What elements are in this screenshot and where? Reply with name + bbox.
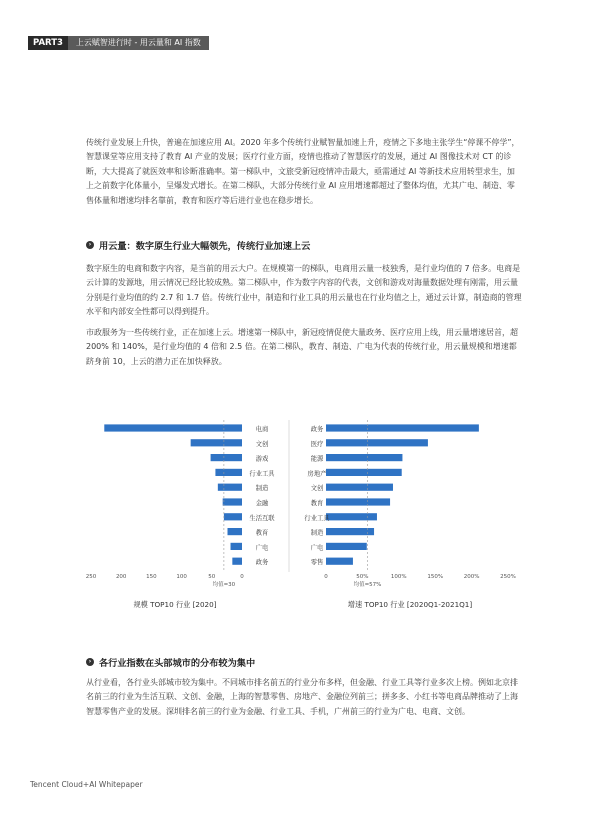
left-x-tick: 150 xyxy=(146,574,157,580)
left-x-tick: 250 xyxy=(85,574,97,580)
left-x-tick: 50 xyxy=(208,574,216,580)
right-bar-6 xyxy=(326,513,377,520)
footer-text: Tencent Cloud+AI Whitepaper xyxy=(30,780,143,789)
left-category-label: 广电 xyxy=(255,544,269,552)
right-category-label: 医疗 xyxy=(310,440,324,448)
left-category-label: 行业工具 xyxy=(249,470,275,478)
right-x-tick: 150% xyxy=(427,574,444,580)
left-category-label: 教育 xyxy=(255,529,269,537)
left-category-label: 政务 xyxy=(255,559,269,567)
right-category-label: 文创 xyxy=(310,485,324,493)
right-category-label: 房地产 xyxy=(307,470,327,478)
left-category-label: 生活互联 xyxy=(249,514,275,522)
right-bar-2 xyxy=(326,454,402,461)
left-bar-0 xyxy=(104,424,242,431)
left-bar-5 xyxy=(223,498,242,505)
section-title: 用云量：数字原生行业大幅领先，传统行业加速上云 xyxy=(99,241,311,252)
right-bar-1 xyxy=(326,439,428,446)
right-bar-3 xyxy=(326,469,402,476)
right-bar-5 xyxy=(326,498,390,505)
left-bar-6 xyxy=(224,513,242,520)
left-x-tick: 100 xyxy=(176,574,187,580)
left-bar-3 xyxy=(215,469,242,476)
left-category-label: 电商 xyxy=(255,426,269,433)
right-bar-0 xyxy=(326,424,479,431)
right-bar-8 xyxy=(326,543,367,550)
right-x-tick: 200% xyxy=(463,574,480,580)
right-average-label: 均值=57% xyxy=(353,582,382,588)
right-bar-4 xyxy=(326,484,393,491)
right-category-label: 政务 xyxy=(310,426,324,433)
cloud-usage-paragraph-1: 数字原生的电商和数字内容，是当前的用云大户。在规模第一的梯队，电商用云量一枝独秀，是行业均值的 7 倍多。电商是云计算的发源地，用云情况已经比较成熟。第二梯队中，作为数字内容的代表，文创和游戏对海量数据处理有刚需，用云量分别是行业均值的约 2.7 和 1.7 倍。传统行业中，制造和行业工具的用云量也在行业均值之上，通过云计算，制造商的管理水平和内部安全性都可以得到提升。 xyxy=(86,264,522,317)
left-chart-title: 规模 TOP10 行业 [2020] xyxy=(133,600,217,609)
right-category-label: 能源 xyxy=(310,455,324,463)
left-bar-7 xyxy=(228,528,242,535)
right-category-label: 行业工具 xyxy=(304,514,330,522)
intro-paragraph: 传统行业发展上升快，普遍在加速应用 AI。2020 年多个传统行业赋智量加速上升，疫情之下多地主张学生“停课不停学”，智慧课堂等应用支持了教育 AI 产业的发展；医疗行业方面，疫情也推动了智慧医疗的发展，通过 AI 图像技术对 CT 的诊断，大大提高了就医效率和诊断准确率。第一梯队中，文旅受新冠疫情冲击最大，亟需通过 AI 等新技术应用转型求生，加上之前数字化体量小，呈爆发式增长。在第二梯队，大部分传统行业 AI 应用增速都超过了整体均值，尤其广电、制造、零售体量和增速均排名靠前，教育和医疗等后进行业也在稳步增长。 xyxy=(86,138,520,205)
left-category-label: 制造 xyxy=(255,485,269,493)
right-x-tick: 250% xyxy=(500,574,516,580)
left-bar-2 xyxy=(211,454,242,461)
left-bar-9 xyxy=(232,558,242,565)
left-bar-8 xyxy=(231,543,242,550)
city-distribution-paragraph: 从行业看，各行业头部城市较为集中。不同城市排名前五的行业分布多样，但金融、行业工具等行业多次上榜。例如北京排名前三的行业为生活互联、文创、金融，上海的智慧零售、房地产、金融位列前三；拼多多、小红书等电商品牌推动了上海智慧零售产业的发展。深圳排名前三的行业为金融、行业工具、手机，广州前三的行业为广电、电商、文创。 xyxy=(86,678,518,716)
left-x-tick: 0 xyxy=(240,574,244,580)
right-category-label: 教育 xyxy=(310,500,324,507)
right-category-label: 广电 xyxy=(310,544,324,552)
right-category-label: 制造 xyxy=(310,529,324,537)
section-title: 各行业指数在头部城市的分布较为集中 xyxy=(99,658,256,669)
right-x-tick: 0 xyxy=(324,574,328,580)
left-category-label: 游戏 xyxy=(255,455,269,463)
left-bar-1 xyxy=(191,439,242,446)
section-bullet-icon: › xyxy=(86,241,94,249)
cloud-usage-paragraph-2: 市政服务为一些传统行业，正在加速上云。增速第一梯队中，新冠疫情促使大量政务、医疗应用上线，用云量增速居首，超 200% 和 140%，是行业均值的 4 倍和 2.5 倍。在第二梯队，教育、制造、广电为代表的传统行业，用云量规模和增速都跻身前 10，上云的潜力正在加快释放。 xyxy=(86,328,518,366)
right-bar-9 xyxy=(326,558,353,565)
right-bar-7 xyxy=(326,528,374,535)
section-bullet-icon: › xyxy=(86,658,94,666)
header-title: 上云赋智进行时 - 用云量和 AI 指数 xyxy=(68,36,209,50)
left-average-label: 均值=30 xyxy=(212,582,236,588)
left-x-tick: 200 xyxy=(115,574,127,580)
left-bar-4 xyxy=(218,484,242,491)
right-category-label: 零售 xyxy=(310,559,324,567)
right-x-tick: 50% xyxy=(356,574,369,580)
left-category-label: 金融 xyxy=(255,500,269,507)
right-x-tick: 100% xyxy=(390,574,407,580)
right-chart-title: 增速 TOP10 行业 [2020Q1-2021Q1] xyxy=(347,600,473,609)
left-category-label: 文创 xyxy=(255,440,269,448)
section-heading-city-distribution xyxy=(86,655,255,669)
part-label: PART3 xyxy=(28,36,68,50)
